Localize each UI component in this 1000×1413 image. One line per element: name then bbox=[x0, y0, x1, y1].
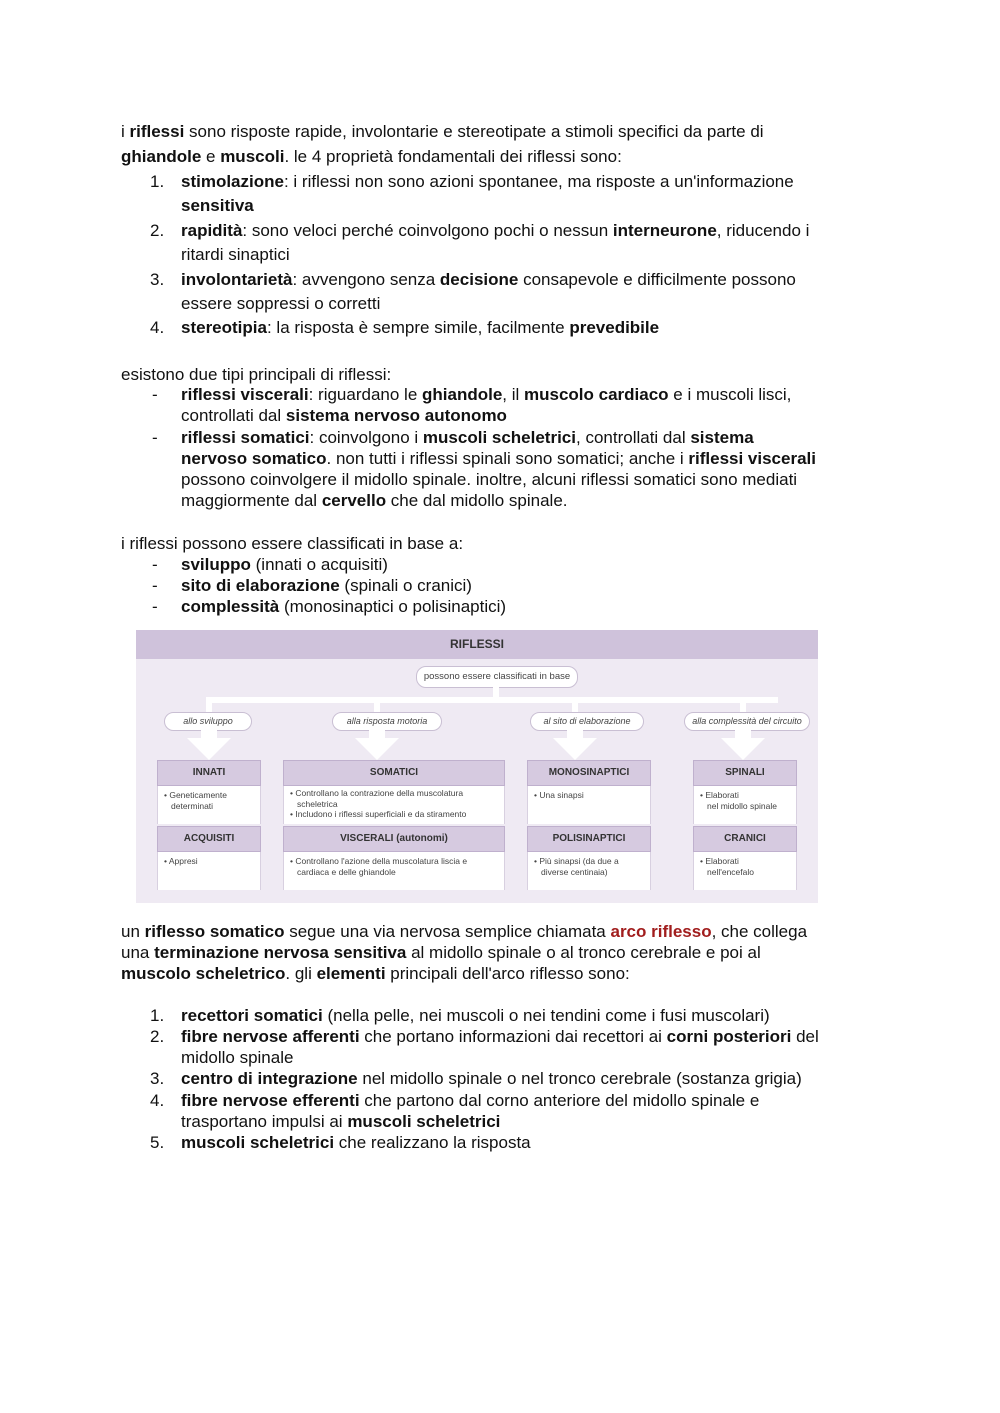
dash-marker: - bbox=[152, 597, 158, 616]
connector bbox=[374, 697, 380, 713]
category-spinali: SPINALI bbox=[693, 760, 797, 786]
list-item: muscoli scheletrici che realizzano la risposta bbox=[181, 1133, 531, 1152]
diagram-subtitle: possono essere classificati in base bbox=[416, 666, 578, 688]
list-item-cont: ritardi sinaptici bbox=[181, 245, 290, 264]
criterion-pill: alla risposta motoria bbox=[332, 712, 442, 731]
category-viscerali: VISCERALI (autonomi) bbox=[283, 826, 505, 852]
list-item-cont: essere soppressi o corretti bbox=[181, 294, 381, 313]
category-desc: • Più sinapsi (da due a diverse centinaia) bbox=[527, 852, 651, 890]
list-item: riflessi somatici: coinvolgono i muscoli scheletrici, controllati dal sistema bbox=[181, 428, 754, 447]
criterion-pill: alla complessità del circuito bbox=[684, 712, 810, 731]
list-item-cont: nervoso somatico. non tutti i riflessi spinali sono somatici; anche i riflessi viscerali bbox=[181, 449, 816, 468]
category-desc: • Geneticamente determinati bbox=[157, 786, 261, 824]
list-number: 2. bbox=[150, 221, 165, 240]
category-acquisiti: ACQUISITI bbox=[157, 826, 261, 852]
connector bbox=[572, 697, 578, 713]
arc-line-2: una terminazione nervosa sensitiva al midollo spinale o al tronco cerebrale e poi al bbox=[121, 943, 761, 962]
criterion-pill: allo sviluppo bbox=[164, 712, 252, 731]
dash-marker: - bbox=[152, 576, 158, 595]
list-item-cont: maggiormente dal cervello che dal midollo spinale. bbox=[181, 491, 568, 510]
list-number: 3. bbox=[150, 1069, 165, 1088]
classification-intro: i riflessi possono essere classificati in base a: bbox=[121, 534, 464, 553]
list-item: rapidità: sono veloci perché coinvolgono pochi o nessun interneurone, riducendo i bbox=[181, 221, 810, 240]
dash-marker: - bbox=[152, 385, 158, 404]
category-somatici: SOMATICI bbox=[283, 760, 505, 786]
list-item: sviluppo (innati o acquisiti) bbox=[181, 555, 388, 574]
list-number: 4. bbox=[150, 1091, 165, 1110]
list-item-cont: controllati dal sistema nervoso autonomo bbox=[181, 406, 507, 425]
list-item: riflessi viscerali: riguardano le ghiandole, il muscolo cardiaco e i muscoli lisci, bbox=[181, 385, 792, 404]
list-item: centro di integrazione nel midollo spinale o nel tronco cerebrale (sostanza grigia) bbox=[181, 1069, 802, 1088]
list-number: 2. bbox=[150, 1027, 165, 1046]
intro-line-1: i riflessi sono risposte rapide, involontarie e stereotipate a stimoli specifici da parte di bbox=[121, 122, 764, 141]
list-number: 1. bbox=[150, 172, 165, 191]
arc-line-3: muscolo scheletrico. gli elementi principali dell'arco riflesso sono: bbox=[121, 964, 630, 983]
dash-marker: - bbox=[152, 555, 158, 574]
category-desc: • Controllano la contrazione della muscolatura scheletrica • Includono i riflessi superficiali e da stiramento bbox=[283, 786, 505, 824]
arrow-down-icon bbox=[355, 738, 399, 760]
category-monosinaptici: MONOSINAPTICI bbox=[527, 760, 651, 786]
list-item: fibre nervose afferenti che portano informazioni dai recettori ai corni posteriori del bbox=[181, 1027, 819, 1046]
category-cranici: CRANICI bbox=[693, 826, 797, 852]
category-desc: • Controllano l'azione della muscolatura liscia e cardiaca e delle ghiandole bbox=[283, 852, 505, 890]
list-item: complessità (monosinaptici o polisinaptici) bbox=[181, 597, 507, 616]
category-desc: • Una sinapsi bbox=[527, 786, 651, 824]
category-polisinaptici: POLISINAPTICI bbox=[527, 826, 651, 852]
list-item-cont: trasportano impulsi ai muscoli scheletrici bbox=[181, 1112, 501, 1131]
intro-line-2: ghiandole e muscoli. le 4 proprietà fondamentali dei riflessi sono: bbox=[121, 147, 622, 166]
list-number: 5. bbox=[150, 1133, 165, 1152]
list-item-cont: sensitiva bbox=[181, 196, 254, 215]
list-item-cont: possono coinvolgere il midollo spinale. inoltre, alcuni riflessi somatici sono mediati bbox=[181, 470, 798, 489]
list-item: fibre nervose efferenti che partono dal corno anteriore del midollo spinale e bbox=[181, 1091, 760, 1110]
list-number: 4. bbox=[150, 318, 165, 337]
arrow-down-icon bbox=[553, 738, 597, 760]
category-desc: • Appresi bbox=[157, 852, 261, 890]
category-desc: • Elaborati nell'encefalo bbox=[693, 852, 797, 890]
list-item: stereotipia: la risposta è sempre simile, facilmente prevedibile bbox=[181, 318, 660, 337]
list-item: recettori somatici (nella pelle, nei muscoli o nei tendini come i fusi muscolari) bbox=[181, 1006, 770, 1025]
arc-line-1: un riflesso somatico segue una via nervosa semplice chiamata arco riflesso, che collega bbox=[121, 922, 808, 941]
types-intro: esistono due tipi principali di riflessi: bbox=[121, 365, 392, 384]
connector bbox=[740, 697, 746, 713]
list-item: involontarietà: avvengono senza decisione consapevole e difficilmente possono bbox=[181, 270, 796, 289]
dash-marker: - bbox=[152, 428, 158, 447]
list-number: 1. bbox=[150, 1006, 165, 1025]
list-item: stimolazione: i riflessi non sono azioni spontanee, ma risposte a un'informazione bbox=[181, 172, 794, 191]
category-desc: • Elaborati nel midollo spinale bbox=[693, 786, 797, 824]
connector bbox=[206, 697, 212, 713]
list-item: sito di elaborazione (spinali o cranici) bbox=[181, 576, 472, 595]
category-innati: INNATI bbox=[157, 760, 261, 786]
list-number: 3. bbox=[150, 270, 165, 289]
list-item-cont: midollo spinale bbox=[181, 1048, 294, 1067]
connector bbox=[206, 697, 778, 703]
criterion-pill: al sito di elaborazione bbox=[530, 712, 644, 731]
arrow-down-icon bbox=[721, 738, 765, 760]
reflex-classification-diagram bbox=[136, 630, 818, 903]
diagram-title: RIFLESSI bbox=[136, 630, 818, 659]
arrow-down-icon bbox=[187, 738, 231, 760]
